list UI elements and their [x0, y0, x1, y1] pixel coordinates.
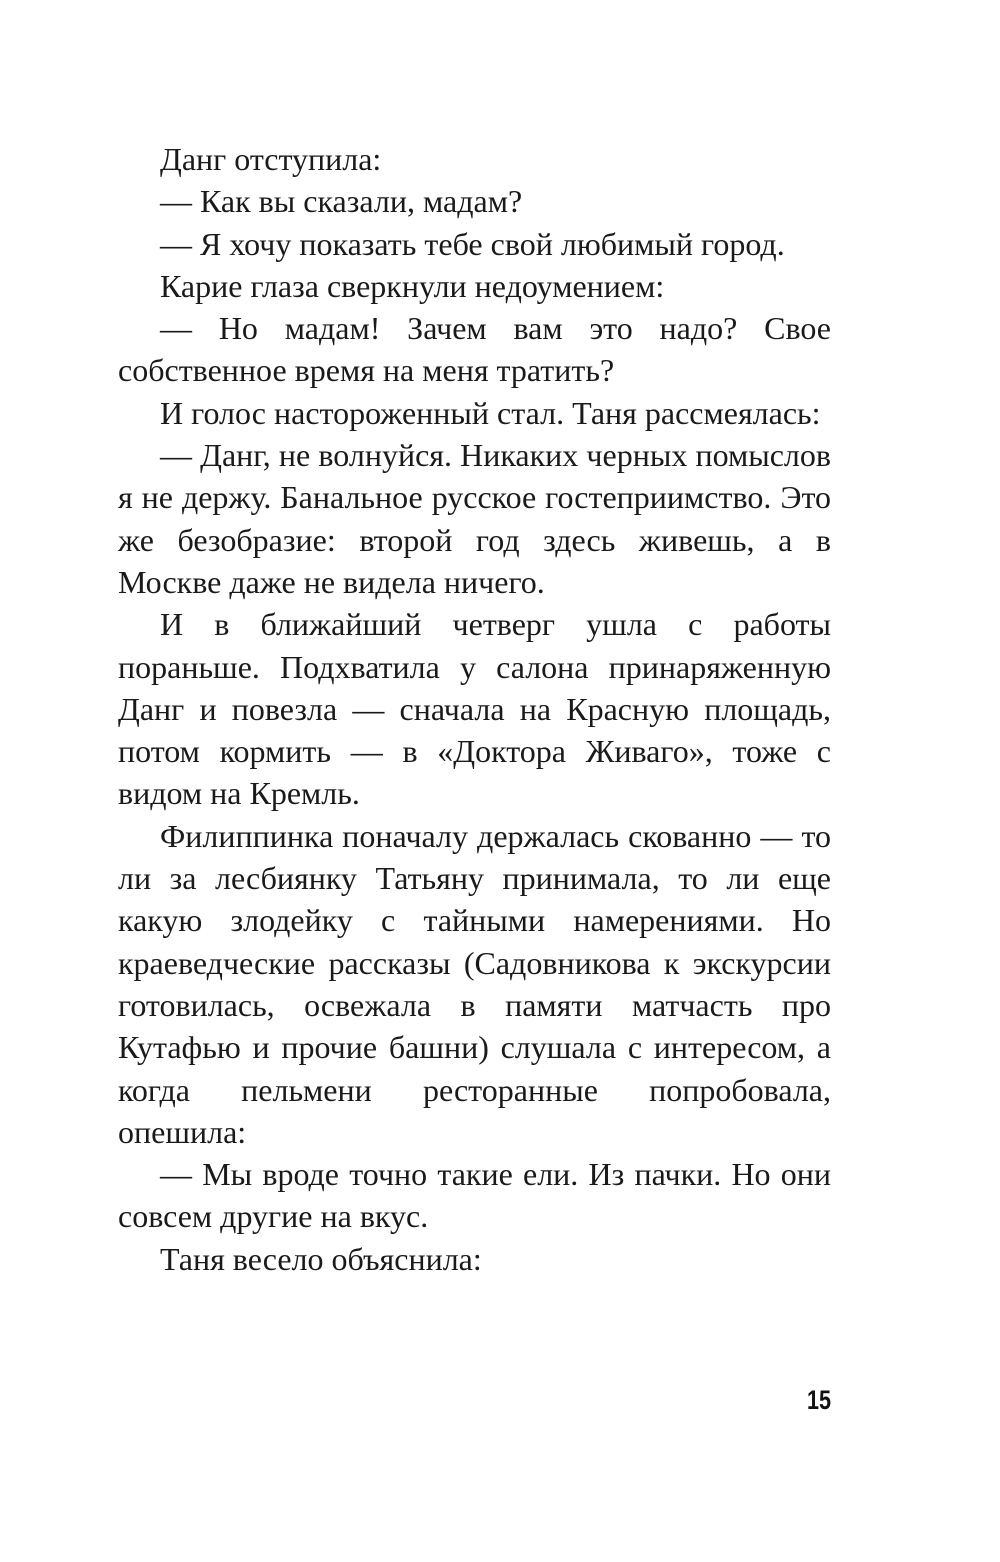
- body-text: [118, 138, 831, 1280]
- paragraph: И в ближайший четверг ушла с работы пораньше. Подхватила у салона принаряженную Данг и повезла — сначала на Красную площадь, потом кормить — в «Доктора Живаго», тоже с видом на Кремль.: [118, 606, 831, 812]
- paragraph: Данг отступила:: [160, 141, 382, 177]
- paragraph: — Как вы сказали, мадам?: [160, 183, 523, 220]
- paragraph: — Я хочу показать тебе свой любимый город.: [160, 225, 785, 262]
- paragraph: Филиппинка поначалу держалась скованно — то ли за лесбиянку Татьяну принимала, то ли еще какую злодейку с тайными намерениями. Но краеведческие рассказы (Садовникова к экскурсии готовилась, освежала в памяти матчасть про Кутафью и прочие башни) слушала с интересом, а когда пельмени ресторанные попробовала, опешила:: [118, 817, 831, 1150]
- paragraph: — Данг, не волнуйся. Никаких черных помыслов я не держу. Банальное русское гостеприимство. Это же безобразие: второй год здесь живешь, а в Москве даже не видела ничего.: [118, 437, 831, 600]
- page-number: 15: [806, 1385, 831, 1415]
- paragraph: И голос настороженный стал. Таня рассмеялась:: [160, 394, 821, 431]
- paragraph: Таня весело объяснила:: [160, 1240, 482, 1277]
- paragraph: — Мы вроде точно такие ели. Из пачки. Но они совсем другие на вкус.: [118, 1156, 831, 1235]
- paragraph: Карие глаза сверкнули недоумением:: [160, 267, 665, 304]
- paragraph: — Но мадам! Зачем вам это надо? Свое собственное время на меня тратить?: [118, 310, 831, 389]
